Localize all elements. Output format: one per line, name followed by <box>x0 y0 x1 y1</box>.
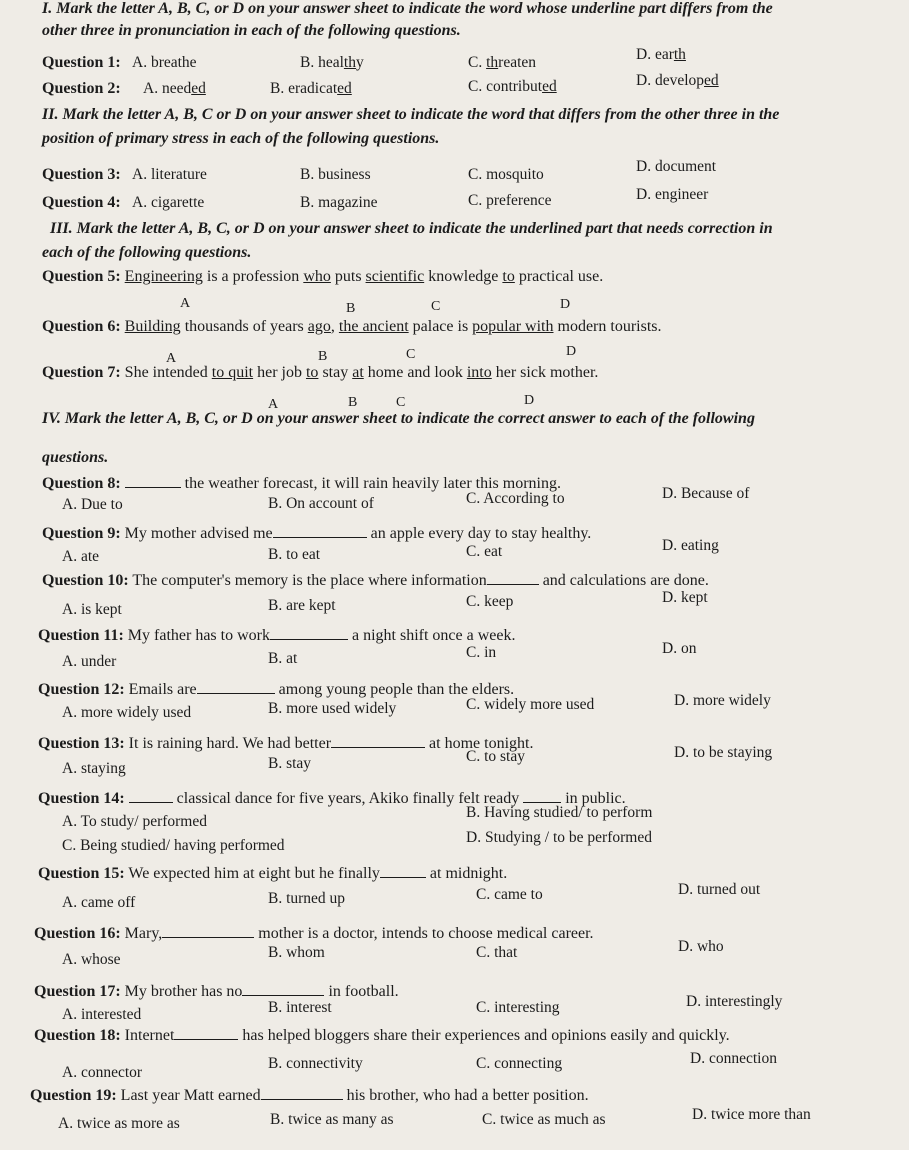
question-9: Question 9: My mother advised me an apple every day to stay healthy. <box>42 525 592 542</box>
q13-option-d: D. to be staying <box>674 744 773 761</box>
answer-blank <box>273 525 367 538</box>
q5-letter-b: B <box>346 301 356 316</box>
question-5: Question 5: Engineering is a profession who puts scientific knowledge to practical use. <box>42 268 604 285</box>
q5-letter-c: C <box>431 299 441 314</box>
q7-letter-b: B <box>348 395 358 410</box>
q18-option-a: A. connector <box>62 1064 143 1081</box>
q17-option-c: C. interesting <box>476 999 560 1016</box>
section-1-instruction-line1: I. Mark the letter A, B, C, or D on your answer sheet to indicate the word whose underline part differs from the <box>42 0 773 17</box>
q5-letter-d: D <box>560 297 571 312</box>
q8-option-b: B. On account of <box>268 495 374 512</box>
q11-option-c: C. in <box>466 644 497 661</box>
q1-option-d: D. earth <box>636 46 686 63</box>
q11-option-b: B. at <box>268 650 298 667</box>
question-13: Question 13: It is raining hard. We had better at home tonight. <box>38 735 534 752</box>
section-4-instruction-line1: IV. Mark the letter A, B, C, or D on your answer sheet to indicate the correct answer to each of the following <box>42 410 755 427</box>
q12-option-a: A. more widely used <box>62 704 192 721</box>
question-4: Question 4: <box>42 194 121 211</box>
q17-option-b: B. interest <box>268 999 332 1016</box>
q17-option-a: A. interested <box>62 1006 142 1023</box>
q14-option-d: D. Studying / to be performed <box>466 829 652 846</box>
q9-option-a: A. ate <box>62 548 100 565</box>
answer-blank <box>261 1087 343 1100</box>
q6-letter-a: A <box>166 351 177 366</box>
answer-blank <box>162 925 254 938</box>
q19-option-b: B. twice as many as <box>270 1111 394 1128</box>
question-10: Question 10: The computer's memory is the place where information and calculations are done. <box>42 572 709 589</box>
q9-option-b: B. to eat <box>268 546 321 563</box>
question-6: Question 6: Building thousands of years ago, the ancient palace is popular with modern tourists. <box>42 318 662 335</box>
q7-letter-c: C <box>396 395 406 410</box>
question-14: Question 14: classical dance for five years, Akiko finally felt ready in public. <box>38 790 626 807</box>
answer-blank <box>487 572 539 585</box>
q12-option-d: D. more widely <box>674 692 771 709</box>
q19-option-d: D. twice more than <box>692 1106 811 1123</box>
q17-option-d: D. interestingly <box>686 993 783 1010</box>
q8-option-d: D. Because of <box>662 485 750 502</box>
q15-option-b: B. turned up <box>268 890 346 907</box>
answer-blank <box>174 1027 238 1040</box>
q6-letter-d: D <box>566 344 577 359</box>
answer-blank <box>197 681 275 694</box>
q16-option-c: C. that <box>476 944 518 961</box>
q13-option-c: C. to stay <box>466 748 525 765</box>
q15-option-a: A. came off <box>62 894 136 911</box>
q3-option-a: A. literature <box>132 166 207 183</box>
q19-option-a: A. twice as more as <box>58 1115 180 1132</box>
section-3-instruction-line1: III. Mark the letter A, B, C, or D on your answer sheet to indicate the underlined part that needs correction in <box>50 220 773 237</box>
q13-option-b: B. stay <box>268 755 312 772</box>
answer-blank <box>270 627 348 640</box>
question-19: Question 19: Last year Matt earned his brother, who had a better position. <box>30 1087 589 1104</box>
answer-blank <box>331 735 425 748</box>
question-15: Question 15: We expected him at eight but he finally at midnight. <box>38 865 508 882</box>
question-2: Question 2: <box>42 80 121 97</box>
question-1: Question 1: <box>42 54 121 71</box>
answer-blank <box>380 865 426 878</box>
q8-option-a: A. Due to <box>62 496 123 513</box>
q6-letter-c: C <box>406 347 416 362</box>
q14-option-b: B. Having studied/ to perform <box>466 804 653 821</box>
q8-option-c: C. According to <box>466 490 565 507</box>
question-18: Question 18: Internet has helped bloggers share their experiences and opinions easily and quickly. <box>34 1027 730 1044</box>
q19-option-c: C. twice as much as <box>482 1111 606 1128</box>
q9-option-c: C. eat <box>466 543 503 560</box>
question-8: Question 8: the weather forecast, it will rain heavily later this morning. <box>42 475 561 492</box>
q12-option-b: B. more used widely <box>268 700 397 717</box>
q18-option-b: B. connectivity <box>268 1055 363 1072</box>
q2-option-a: A. needed <box>143 80 206 97</box>
q15-option-d: D. turned out <box>678 881 761 898</box>
answer-blank <box>242 983 324 996</box>
q3-option-c: C. mosquito <box>468 166 544 183</box>
question-7: Question 7: She intended to quit her job to stay at home and look into her sick mother. <box>42 364 599 381</box>
q4-option-c: C. preference <box>468 192 552 209</box>
question-16: Question 16: Mary, mother is a doctor, intends to choose medical career. <box>34 925 594 942</box>
q13-option-a: A. staying <box>62 760 126 777</box>
q14-option-c: C. Being studied/ having performed <box>62 837 285 854</box>
section-2-instruction-line2: position of primary stress in each of the following questions. <box>42 130 440 147</box>
q15-option-c: C. came to <box>476 886 543 903</box>
q10-option-d: D. kept <box>662 589 708 606</box>
section-2-instruction-line1: II. Mark the letter A, B, C or D on your answer sheet to indicate the word that differs from the other three in the <box>42 106 780 123</box>
q2-option-c: C. contributed <box>468 78 557 95</box>
answer-blank <box>129 790 173 803</box>
q7-letter-a: A <box>268 397 279 412</box>
q1-option-b: B. healthy <box>300 54 364 71</box>
question-17: Question 17: My brother has no in football. <box>34 983 399 1000</box>
section-3-instruction-line2: each of the following questions. <box>42 244 252 261</box>
q4-option-b: B. magazine <box>300 194 378 211</box>
section-1-instruction-line2: other three in pronunciation in each of the following questions. <box>42 22 461 39</box>
question-11: Question 11: My father has to work a night shift once a week. <box>38 627 516 644</box>
section-4-instruction-line2: questions. <box>42 449 109 466</box>
q18-option-d: D. connection <box>690 1050 777 1067</box>
q1-option-a: A. breathe <box>132 54 197 71</box>
q16-option-a: A. whose <box>62 951 121 968</box>
question-12: Question 12: Emails are among young people than the elders. <box>38 681 515 698</box>
q16-option-b: B. whom <box>268 944 325 961</box>
q4-option-d: D. engineer <box>636 186 709 203</box>
q14-option-a: A. To study/ performed <box>62 813 207 830</box>
q3-option-d: D. document <box>636 158 717 175</box>
q18-option-c: C. connecting <box>476 1055 563 1072</box>
q9-option-d: D. eating <box>662 537 719 554</box>
q12-option-c: C. widely more used <box>466 696 595 713</box>
q3-option-b: B. business <box>300 166 371 183</box>
q10-option-b: B. are kept <box>268 597 336 614</box>
q6-letter-b: B <box>318 349 328 364</box>
answer-blank <box>125 475 181 488</box>
q2-option-b: B. eradicated <box>270 80 352 97</box>
q16-option-d: D. who <box>678 938 724 955</box>
q5-letter-a: A <box>180 296 191 311</box>
q11-option-a: A. under <box>62 653 117 670</box>
q10-option-c: C. keep <box>466 593 514 610</box>
q7-letter-d: D <box>524 393 535 408</box>
q10-option-a: A. is kept <box>62 601 122 618</box>
q4-option-a: A. cigarette <box>132 194 205 211</box>
q11-option-d: D. on <box>662 640 697 657</box>
answer-blank-2 <box>523 790 561 803</box>
question-3: Question 3: <box>42 166 121 183</box>
q2-option-d: D. developed <box>636 72 719 89</box>
q1-option-c: C. threaten <box>468 54 537 71</box>
